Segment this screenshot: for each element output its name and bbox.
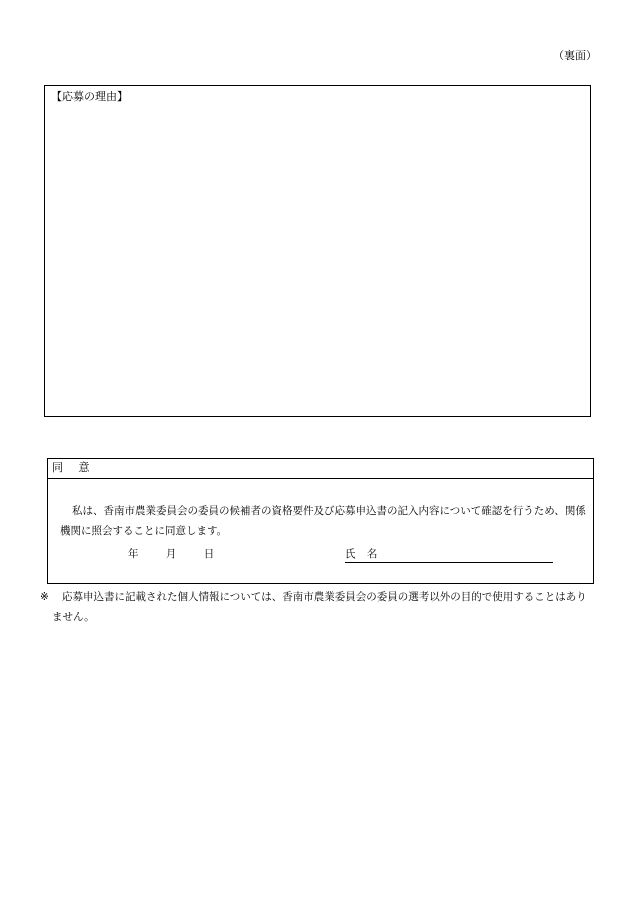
footnote-mark: ※: [40, 591, 49, 603]
page-side-label: （裏面）: [553, 49, 597, 62]
name-label: 氏 名: [345, 548, 382, 560]
application-reason-heading: 【応募の理由】: [51, 90, 128, 103]
name-field[interactable]: [345, 547, 553, 563]
application-reason-box[interactable]: [44, 85, 591, 417]
date-year-label: 年: [128, 548, 139, 560]
date-field[interactable]: [128, 547, 214, 561]
privacy-footnote: [40, 587, 596, 627]
footnote-text: 応募申込書に記載された個人情報については、香南市農業委員会の委員の選考以外の目的で使用することはありません。: [52, 591, 587, 623]
consent-statement: 私は、香南市農業委員会の委員の候補者の資格要件及び応募申込書の記入内容について確認を行うため、関係機関に照会することに同意します。: [60, 505, 586, 537]
consent-header: [48, 459, 593, 479]
date-day-label: 日: [203, 548, 215, 560]
consent-heading: 同 意: [52, 461, 96, 474]
date-month-label: 月: [165, 548, 177, 560]
consent-box: [47, 458, 594, 584]
